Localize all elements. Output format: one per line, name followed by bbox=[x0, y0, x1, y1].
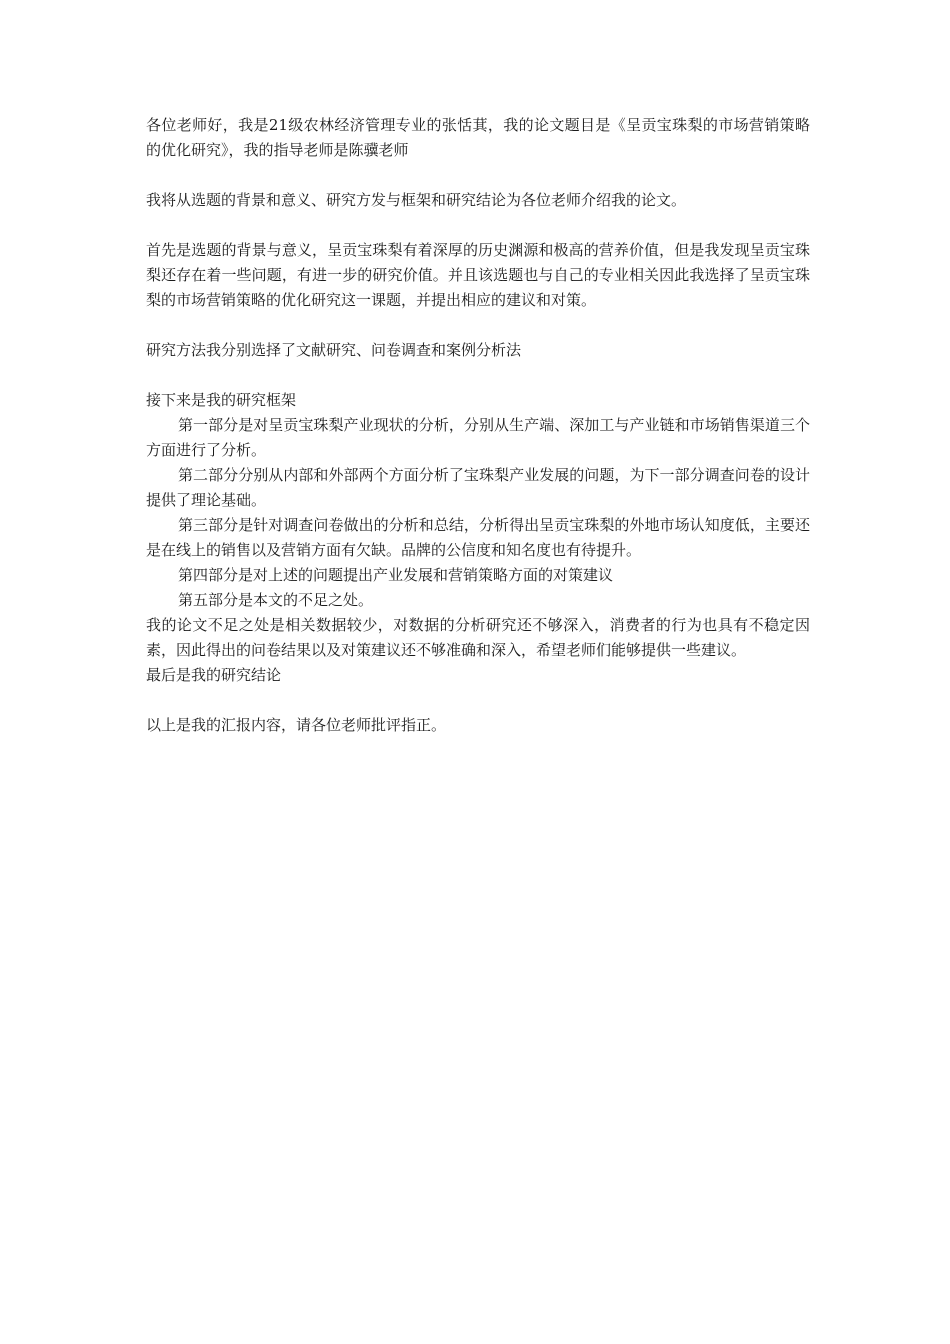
paragraph-gap bbox=[146, 688, 810, 713]
conclusion-title: 最后是我的研究结论 bbox=[146, 666, 282, 684]
paragraph-methods: 研究方法我分别选择了文献研究、问卷调查和案例分析法 bbox=[146, 341, 522, 359]
paragraph-gap bbox=[146, 313, 810, 338]
framework-part-2: 第二部分分别从内部和外部两个方面分析了宝珠梨产业发展的问题，为下一部分调查问卷的设计提供了理论基础。 bbox=[146, 466, 810, 509]
framework-part-1: 第一部分是对呈贡宝珠梨产业现状的分析，分别从生产端、深加工与产业链和市场销售渠道三个方面进行了分析。 bbox=[146, 416, 810, 459]
framework-part-3: 第三部分是针对调查问卷做出的分析和总结，分析得出呈贡宝珠梨的外地市场认知度低，主要还是在线上的销售以及营销方面有欠缺。品牌的公信度和知名度也有待提升。 bbox=[146, 516, 810, 559]
paragraph-outline: 我将从选题的背景和意义、研究方发与框架和研究结论为各位老师介绍我的论文。 bbox=[146, 191, 687, 209]
paragraph-gap bbox=[146, 363, 810, 388]
paragraph-closing: 以上是我的汇报内容，请各位老师批评指正。 bbox=[146, 716, 447, 734]
framework-part-5: 第五部分是本文的不足之处。 bbox=[178, 591, 374, 609]
paragraph-gap bbox=[146, 213, 810, 238]
paragraph-gap bbox=[146, 163, 810, 188]
document-body bbox=[146, 113, 810, 738]
paragraph-intro: 各位老师好，我是21级农林经济管理专业的张恬萁，我的论文题目是《呈贡宝珠梨的市场营销策略的优化研究》，我的指导老师是陈骥老师 bbox=[146, 116, 810, 159]
framework-title: 接下来是我的研究框架 bbox=[146, 391, 297, 409]
paragraph-shortcomings: 我的论文不足之处是相关数据较少，对数据的分析研究还不够深入，消费者的行为也具有不稳定因素，因此得出的问卷结果以及对策建议还不够准确和深入，希望老师们能够提供一些建议。 bbox=[146, 616, 810, 659]
paragraph-background: 首先是选题的背景与意义，呈贡宝珠梨有着深厚的历史渊源和极高的营养价值，但是我发现呈贡宝珠梨还存在着一些问题，有进一步的研究价值。并且该选题也与自己的专业相关因此我选择了呈贡宝珠梨的市场营销策略的优化研究这一课题，并提出相应的建议和对策。 bbox=[146, 241, 810, 309]
framework-part-4: 第四部分是对上述的问题提出产业发展和营销策略方面的对策建议 bbox=[178, 566, 614, 584]
